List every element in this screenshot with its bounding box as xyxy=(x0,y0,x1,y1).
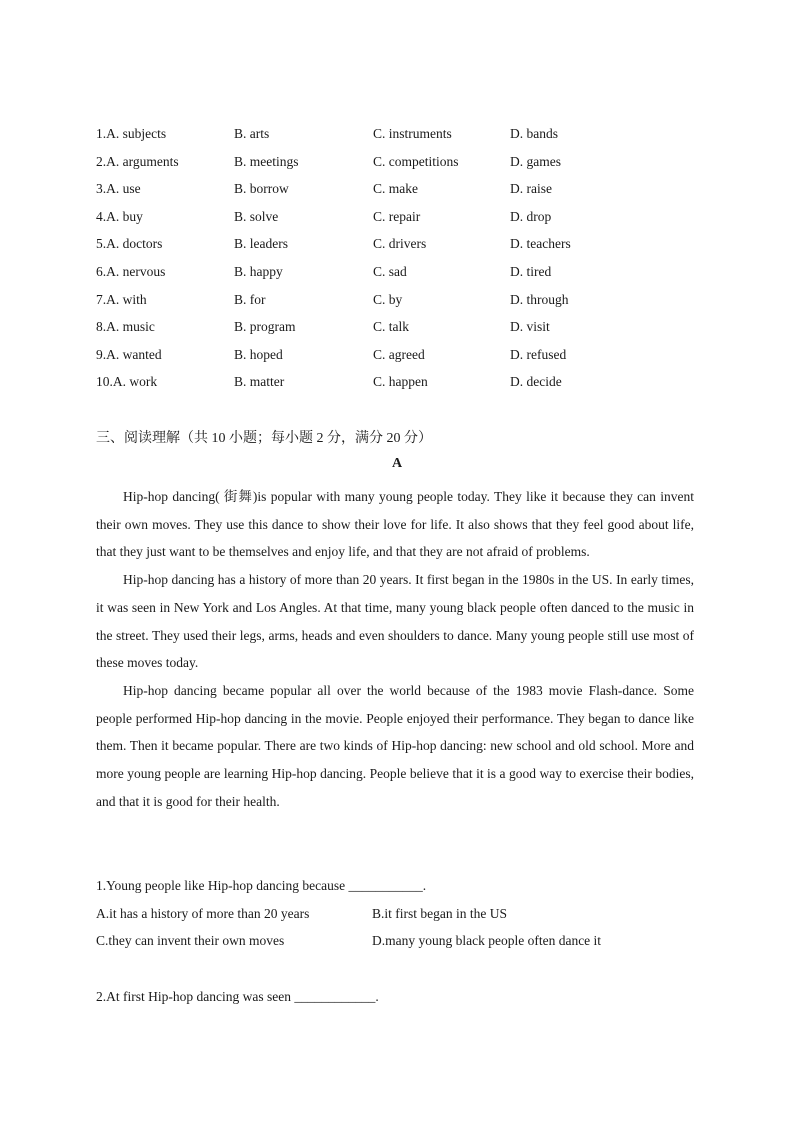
option-b: B. hoped xyxy=(234,346,283,362)
option-b: B. for xyxy=(234,291,266,307)
section-title: 三、阅读理解（共 10 小题；每小题 2 分，满分 20 分） xyxy=(96,431,432,446)
cloze-options-table xyxy=(96,120,716,396)
option-a: 8.A. music xyxy=(96,319,155,335)
option-d: D. teachers xyxy=(510,236,571,252)
option-c: C. repair xyxy=(373,208,421,224)
option-row xyxy=(96,258,716,286)
passage-paragraph: Hip-hop dancing became popular all over the world because of the 1983 movie Flash-dance. Some people performed Hip-hop dancing in the movie. People enjoyed their performance. They began to dance like them. Then it became popular. There are two kinds of Hip-hop dancing: new school and old school. More and more young people are learning Hip-hop dancing. People believe that it is a good way to exercise their bodies, and that it is good for their health. xyxy=(96,682,694,809)
option-b: B. meetings xyxy=(234,153,299,169)
question-list xyxy=(96,872,696,1010)
option-d: D. raise xyxy=(510,181,552,197)
option-row xyxy=(96,203,716,231)
option-b: B. matter xyxy=(234,374,285,390)
option-d: D. tired xyxy=(510,263,552,279)
option-row xyxy=(96,175,716,203)
question-1-option-c: C.they can invent their own moves xyxy=(96,933,285,949)
option-c: C. agreed xyxy=(373,346,425,362)
passage-paragraph: Hip-hop dancing has a history of more than 20 years. It first began in the 1980s in the US. In early times, it was seen in New York and Los Angles. At that time, many young black people often danced to the music in the street. They used their legs, arms, heads and even shoulders to dance. Many young people still use most of these moves today. xyxy=(96,572,694,671)
option-c: C. talk xyxy=(373,319,409,335)
option-c: C. instruments xyxy=(373,126,452,141)
option-d: D. visit xyxy=(510,319,550,335)
option-d: D. bands xyxy=(510,126,558,141)
option-c: C. make xyxy=(373,181,418,197)
option-b: B. program xyxy=(234,319,296,335)
option-row xyxy=(96,313,716,341)
question-1-stem: 1.Young people like Hip-hop dancing because ___________. xyxy=(96,878,427,893)
option-a: 10.A. work xyxy=(96,374,158,390)
option-a: 3.A. use xyxy=(96,181,141,197)
option-b: B. borrow xyxy=(234,181,289,197)
option-row xyxy=(96,341,716,369)
option-a: 5.A. doctors xyxy=(96,236,163,252)
question-1-option-d: D.many young black people often dance it xyxy=(372,933,602,949)
question-1-option-a: A.it has a history of more than 20 years xyxy=(96,905,310,921)
option-c: C. happen xyxy=(373,374,428,390)
passage-letter: A xyxy=(391,456,403,471)
option-c: C. drivers xyxy=(373,236,427,252)
question-2-stem: 2.At first Hip-hop dancing was seen ____________. xyxy=(96,988,379,1004)
option-d: D. games xyxy=(510,153,561,169)
option-a: 4.A. buy xyxy=(96,208,143,224)
option-row xyxy=(96,148,716,176)
option-row xyxy=(96,368,716,396)
option-c: C. competitions xyxy=(373,153,459,169)
option-a: 1.A. subjects xyxy=(96,126,167,141)
question-1-options-row xyxy=(96,900,696,928)
option-b: B. arts xyxy=(234,126,270,141)
option-c: C. by xyxy=(373,291,403,307)
option-row xyxy=(96,120,716,148)
option-row xyxy=(96,286,716,314)
option-d: D. drop xyxy=(510,208,552,224)
option-b: B. solve xyxy=(234,208,279,224)
option-a: 9.A. wanted xyxy=(96,346,162,362)
question-1-option-b: B.it first began in the US xyxy=(372,905,507,921)
option-d: D. refused xyxy=(510,346,567,362)
option-c: C. sad xyxy=(373,263,407,279)
option-row xyxy=(96,230,716,258)
option-a: 7.A. with xyxy=(96,291,147,307)
option-d: D. through xyxy=(510,291,569,307)
option-b: B. happy xyxy=(234,263,283,279)
option-a: 2.A. arguments xyxy=(96,153,179,169)
spacer xyxy=(96,955,696,983)
reading-passage xyxy=(96,483,694,815)
passage-paragraph: Hip-hop dancing( 街舞)is popular with many young people today. They like it because they can invent their own moves. They use this dance to show their love for life. It also shows that they feel good about life, that they just want to be themselves and enjoy life, and that they are not afraid of problems. xyxy=(96,489,694,560)
question-1-options-row xyxy=(96,927,696,955)
option-a: 6.A. nervous xyxy=(96,263,166,279)
option-b: B. leaders xyxy=(234,236,288,252)
option-d: D. decide xyxy=(510,374,562,390)
